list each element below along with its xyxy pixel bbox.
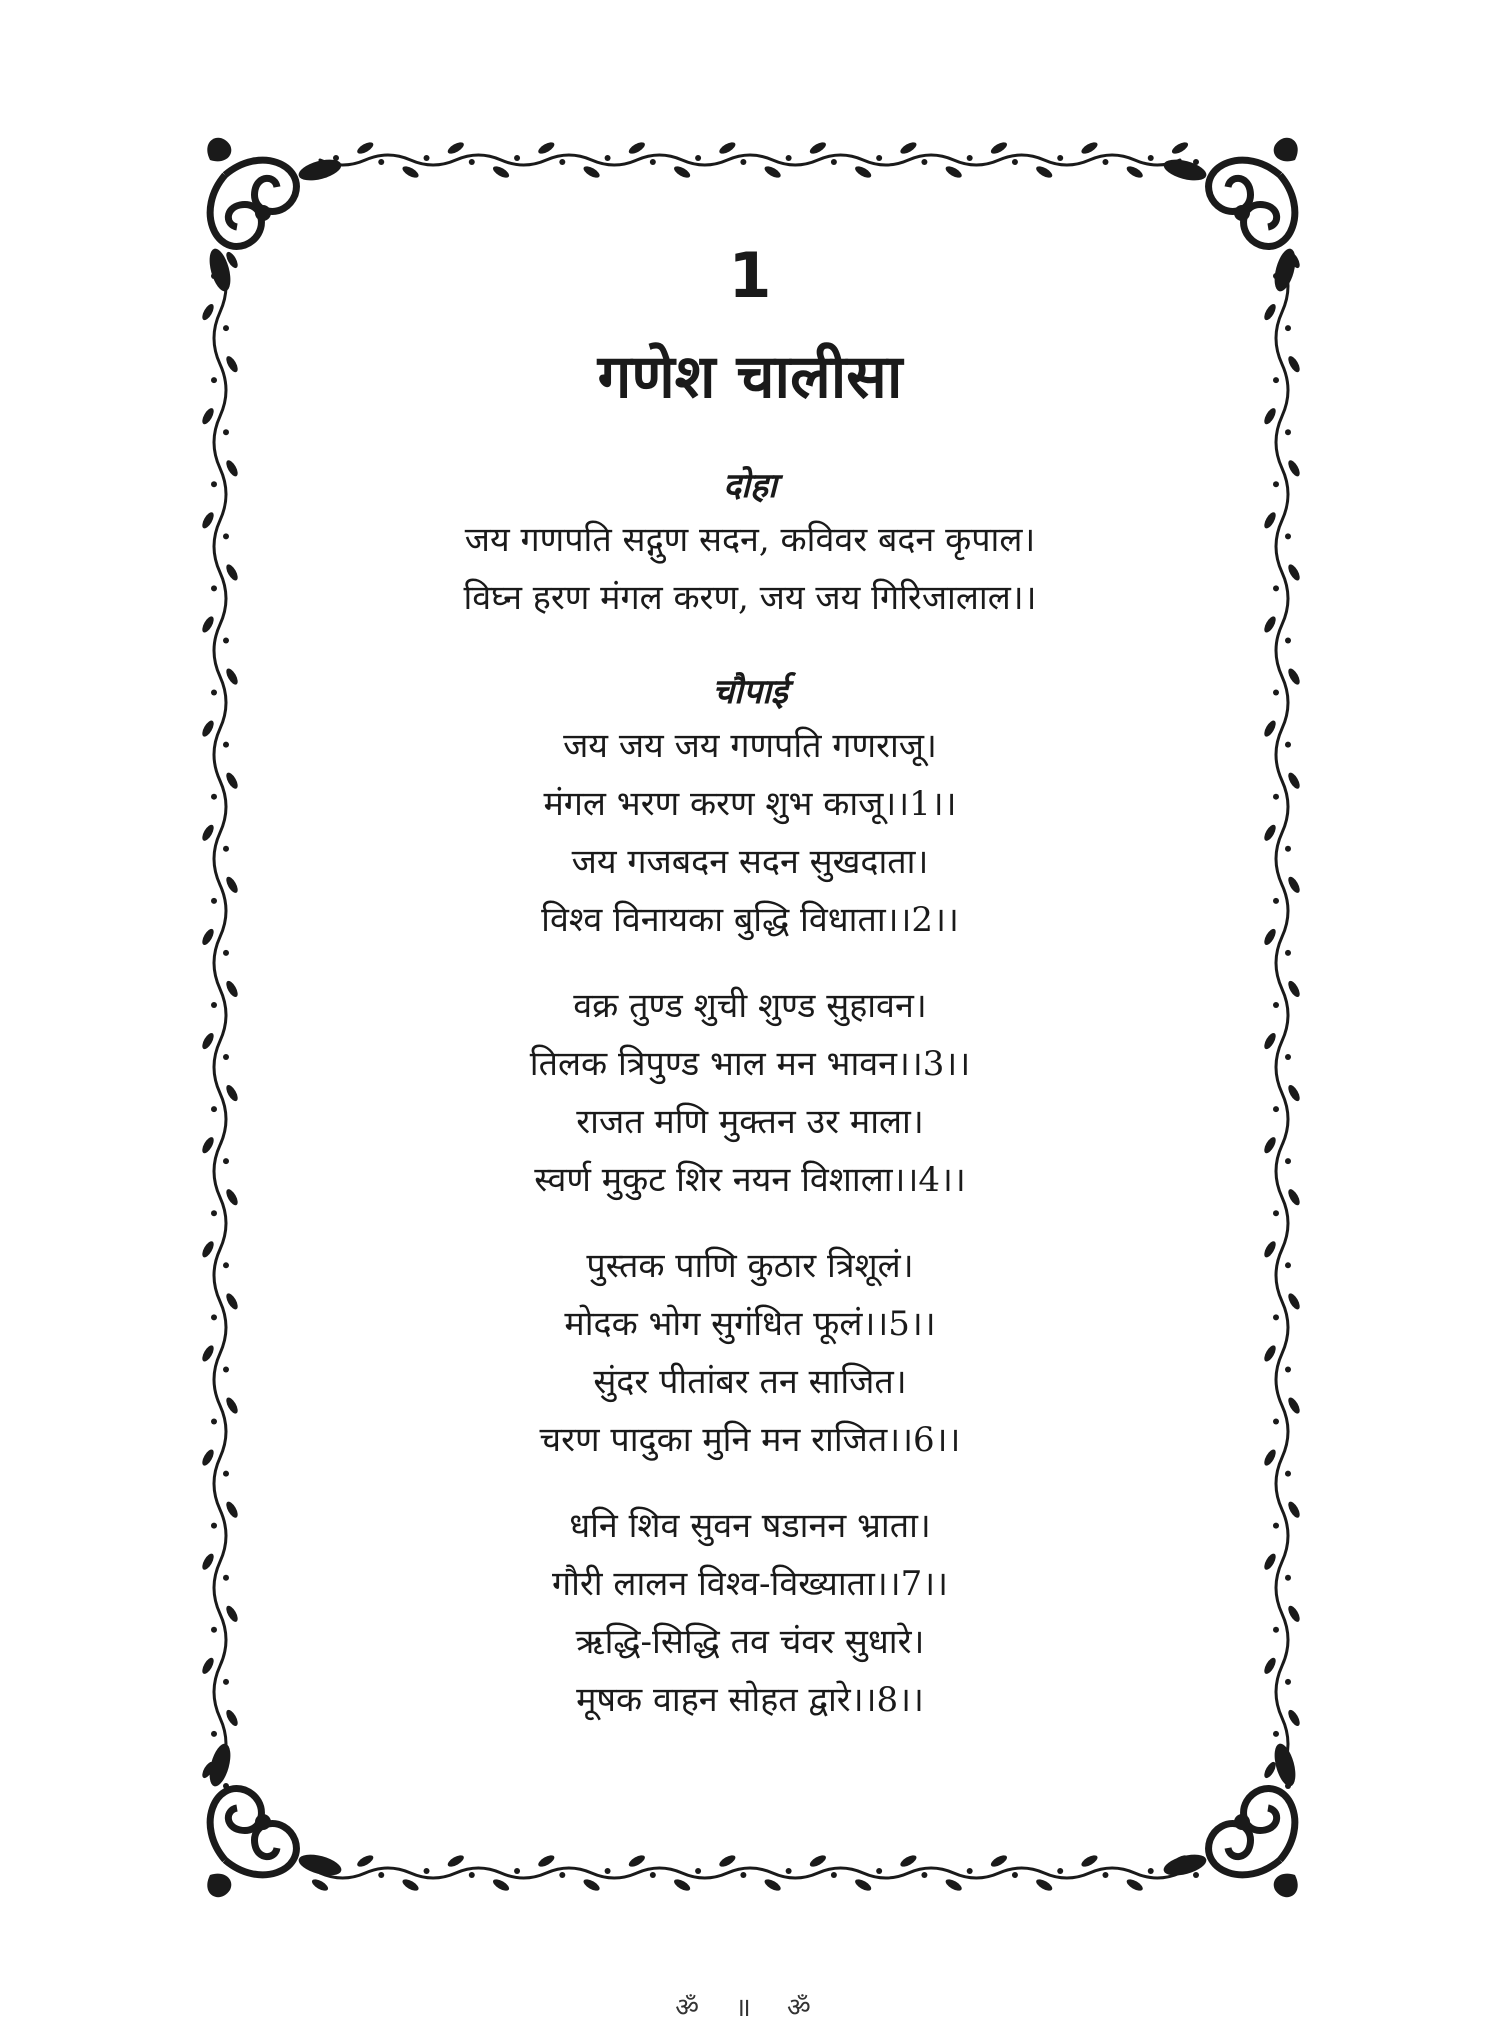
dot-ornament: [223, 1262, 229, 1268]
verse-line: राजत मणि मुक्तन उर माला।: [576, 1102, 924, 1142]
dot-ornament: [921, 159, 927, 165]
leaf-ornament: [1262, 302, 1278, 322]
dot-ornament: [921, 1872, 927, 1878]
leaf-ornament: [899, 1853, 919, 1869]
leaf-ornament: [224, 1708, 240, 1728]
leaf-ornament: [491, 1877, 511, 1893]
doha-verse: [300, 511, 1200, 627]
dot-ornament: [831, 1872, 837, 1878]
leaf-ornament: [582, 164, 602, 180]
dot-ornament: [223, 325, 229, 331]
dot-ornament: [1273, 1627, 1279, 1633]
leaf-ornament: [1286, 563, 1302, 583]
chaupai-heading: चौपाई: [712, 672, 788, 712]
leaf-ornament: [1262, 1344, 1278, 1364]
main-content: [300, 239, 1200, 1729]
leaf-ornament: [537, 1853, 557, 1869]
verse-line: जय जय जय गणपति गणराजू।: [563, 726, 937, 766]
doha-line: विघ्न हरण मंगल करण, जय जय गिरिजालाल।।: [463, 578, 1037, 618]
dot-ornament: [1285, 1158, 1291, 1164]
leaf-ornament: [1286, 458, 1302, 478]
dot-ornament: [223, 1158, 229, 1164]
leaf-ornament: [1262, 823, 1278, 843]
leaf-ornament: [763, 1877, 783, 1893]
dot-ornament: [514, 1868, 520, 1874]
dot-ornament: [967, 155, 973, 161]
leaf-ornament: [1286, 1292, 1302, 1312]
dot-ornament: [469, 1872, 475, 1878]
dot-ornament: [1273, 481, 1279, 487]
leaf-ornament: [1286, 979, 1302, 999]
chapter-title: गणेश चालीसा: [597, 342, 903, 412]
leaf-ornament: [718, 1853, 738, 1869]
leaf-ornament: [1262, 719, 1278, 739]
dot-ornament: [605, 1868, 611, 1874]
chaupai-verses: [300, 717, 1200, 1729]
leaf-ornament: [200, 406, 216, 426]
dot-ornament: [1012, 1872, 1018, 1878]
dot-ornament: [695, 1868, 701, 1874]
leaf-ornament: [627, 1853, 647, 1869]
leaf-ornament: [224, 563, 240, 583]
doha-line: जय गणपति सद्गुण सदन, कविवर बदन कृपाल।: [464, 520, 1036, 560]
leaf-ornament: [989, 140, 1009, 156]
dot-ornament: [514, 155, 520, 161]
dot-ornament: [211, 1314, 217, 1320]
leaf-ornament: [200, 823, 216, 843]
leaf-ornament: [310, 1877, 330, 1893]
leaf-ornament: [1125, 164, 1145, 180]
leaf-ornament: [1262, 1240, 1278, 1260]
dot-ornament: [223, 1471, 229, 1477]
verse-line: स्वर्ण मुकुट शिर नयन विशाला।।4।।: [534, 1160, 966, 1200]
dot-ornament: [211, 1523, 217, 1529]
leaf-ornament: [1080, 1853, 1100, 1869]
leaf-ornament: [1286, 771, 1302, 791]
dot-ornament: [559, 1872, 565, 1878]
leaf-ornament: [446, 140, 466, 156]
leaf-ornament: [224, 771, 240, 791]
dot-ornament: [223, 1575, 229, 1581]
leaf-ornament: [853, 164, 873, 180]
chaupai-stanza: [300, 1497, 1200, 1729]
dot-ornament: [1102, 1872, 1108, 1878]
leaf-ornament: [224, 979, 240, 999]
dot-ornament: [1273, 377, 1279, 383]
leaf-ornament: [200, 927, 216, 947]
leaf-ornament: [1286, 354, 1302, 374]
dot-ornament: [1273, 1523, 1279, 1529]
corner-ornament: [1161, 1741, 1299, 1897]
dot-ornament: [1285, 429, 1291, 435]
dot-ornament: [211, 898, 217, 904]
leaf-ornament: [1262, 615, 1278, 635]
vine-stroke: [320, 155, 1180, 165]
leaf-ornament: [200, 1344, 216, 1364]
dot-ornament: [650, 159, 656, 165]
dot-ornament: [1273, 1210, 1279, 1216]
leaf-ornament: [1262, 1552, 1278, 1572]
leaf-ornament: [1080, 140, 1100, 156]
page-folio-ornament: ॐ ॥ ॐ: [675, 1993, 825, 2023]
verse-line: ऋद्धि-सिद्धि तव चंवर सुधारे।: [575, 1622, 925, 1662]
dot-ornament: [876, 1868, 882, 1874]
leaf-ornament: [1286, 1708, 1302, 1728]
leaf-ornament: [200, 719, 216, 739]
verse-line: मूषक वाहन सोहत द्वारे।।8।।: [576, 1680, 924, 1720]
dot-ornament: [1273, 898, 1279, 904]
dot-ornament: [1285, 533, 1291, 539]
verse-line: चरण पादुका मुनि मन राजित।।6।।: [539, 1420, 961, 1460]
dot-ornament: [211, 1419, 217, 1425]
leaf-ornament: [582, 1877, 602, 1893]
dot-ornament: [1273, 585, 1279, 591]
chapter-number: 1: [728, 239, 772, 312]
verse-line: धनि शिव सुवन षडानन भ्राता।: [569, 1506, 931, 1546]
leaf-ornament: [200, 1031, 216, 1051]
leaf-ornament: [1262, 1135, 1278, 1155]
dot-ornament: [1102, 159, 1108, 165]
leaf-ornament: [1286, 1604, 1302, 1624]
leaf-ornament: [1262, 1656, 1278, 1676]
leaf-ornament: [224, 354, 240, 374]
dot-ornament: [223, 846, 229, 852]
leaf-ornament: [1286, 1187, 1302, 1207]
leaf-ornament: [853, 1877, 873, 1893]
leaf-ornament: [224, 458, 240, 478]
dot-ornament: [223, 429, 229, 435]
leaf-ornament: [446, 1853, 466, 1869]
dot-ornament: [1273, 1419, 1279, 1425]
dot-ornament: [211, 377, 217, 383]
leaf-ornament: [200, 1135, 216, 1155]
verse-line: मंगल भरण करण शुभ काजू।।1।।: [543, 784, 957, 824]
verse-line: गौरी लालन विश्व-विख्याता।।7।।: [551, 1564, 949, 1604]
leaf-ornament: [200, 302, 216, 322]
verse-line: मोदक भोग सुगंधित फूलं।।5।।: [564, 1304, 936, 1344]
leaf-ornament: [1034, 164, 1054, 180]
leaf-ornament: [627, 140, 647, 156]
corner-ornament: [206, 1741, 344, 1897]
leaf-ornament: [808, 140, 828, 156]
leaf-ornament: [200, 1552, 216, 1572]
dot-ornament: [786, 155, 792, 161]
dot-ornament: [1285, 1054, 1291, 1060]
leaf-ornament: [1286, 875, 1302, 895]
leaf-ornament: [401, 1877, 421, 1893]
leaf-ornament: [224, 1187, 240, 1207]
verse-line: वक्र तुण्ड शुची शुण्ड सुहावन।: [573, 986, 927, 1026]
dot-ornament: [211, 481, 217, 487]
leaf-ornament: [763, 164, 783, 180]
dot-ornament: [1285, 1366, 1291, 1372]
dot-ornament: [1057, 155, 1063, 161]
verse-line: सुंदर पीतांबर तन साजित।: [593, 1362, 907, 1402]
dot-ornament: [1148, 1868, 1154, 1874]
dot-ornament: [876, 155, 882, 161]
dot-ornament: [1285, 846, 1291, 852]
dot-ornament: [1285, 950, 1291, 956]
dot-ornament: [559, 159, 565, 165]
dot-ornament: [831, 159, 837, 165]
dot-ornament: [223, 533, 229, 539]
dot-ornament: [1285, 1262, 1291, 1268]
leaf-ornament: [224, 1083, 240, 1103]
leaf-ornament: [1262, 511, 1278, 531]
dot-ornament: [211, 1210, 217, 1216]
leaf-ornament: [944, 164, 964, 180]
dot-ornament: [469, 159, 475, 165]
dot-ornament: [1273, 794, 1279, 800]
dot-ornament: [1285, 1575, 1291, 1581]
leaf-ornament: [224, 875, 240, 895]
dot-ornament: [1285, 1679, 1291, 1685]
leaf-ornament: [672, 164, 692, 180]
dot-ornament: [1057, 1868, 1063, 1874]
dot-ornament: [223, 1679, 229, 1685]
leaf-ornament: [224, 667, 240, 687]
leaf-ornament: [1262, 1448, 1278, 1468]
dot-ornament: [786, 1868, 792, 1874]
dot-ornament: [1273, 690, 1279, 696]
leaf-ornament: [1125, 1877, 1145, 1893]
dot-ornament: [211, 1731, 217, 1737]
dot-ornament: [1285, 742, 1291, 748]
dot-ornament: [967, 1868, 973, 1874]
vine-stroke: [320, 1868, 1180, 1878]
doha-heading: दोहा: [723, 466, 777, 506]
chaupai-stanza: [300, 977, 1200, 1209]
dot-ornament: [211, 1627, 217, 1633]
leaf-ornament: [355, 1853, 375, 1869]
dot-ornament: [211, 1002, 217, 1008]
dot-ornament: [223, 1054, 229, 1060]
verse-line: तिलक त्रिपुण्ड भाल मन भावन।।3।।: [529, 1044, 971, 1084]
leaf-ornament: [224, 1396, 240, 1416]
dot-ornament: [211, 585, 217, 591]
dot-ornament: [378, 159, 384, 165]
leaf-ornament: [224, 1292, 240, 1312]
leaf-ornament: [491, 164, 511, 180]
dot-ornament: [424, 155, 430, 161]
dot-ornament: [740, 159, 746, 165]
dot-ornament: [223, 742, 229, 748]
leaf-ornament: [224, 1500, 240, 1520]
leaf-ornament: [1034, 1877, 1054, 1893]
leaf-ornament: [944, 1877, 964, 1893]
leaf-ornament: [200, 1448, 216, 1468]
leaf-ornament: [200, 511, 216, 531]
dot-ornament: [223, 637, 229, 643]
dot-ornament: [740, 1872, 746, 1878]
dot-ornament: [211, 690, 217, 696]
leaf-ornament: [718, 140, 738, 156]
dot-ornament: [695, 155, 701, 161]
leaf-ornament: [672, 1877, 692, 1893]
dot-ornament: [1285, 637, 1291, 643]
dot-ornament: [1193, 1872, 1199, 1878]
leaf-ornament: [200, 1656, 216, 1676]
leaf-ornament: [899, 140, 919, 156]
dot-ornament: [605, 155, 611, 161]
dot-ornament: [223, 950, 229, 956]
dot-ornament: [1273, 1106, 1279, 1112]
chaupai-stanza: [300, 717, 1200, 949]
leaf-ornament: [355, 140, 375, 156]
dot-ornament: [378, 1872, 384, 1878]
verse-line: जय गजबदन सदन सुखदाता।: [571, 842, 929, 882]
leaf-ornament: [1262, 927, 1278, 947]
dot-ornament: [1273, 1731, 1279, 1737]
dot-ornament: [1285, 1471, 1291, 1477]
leaf-ornament: [1170, 140, 1190, 156]
dot-ornament: [1273, 1314, 1279, 1320]
chaupai-stanza: [300, 1237, 1200, 1469]
leaf-ornament: [200, 1240, 216, 1260]
leaf-ornament: [989, 1853, 1009, 1869]
leaf-ornament: [224, 1604, 240, 1624]
leaf-ornament: [1286, 1396, 1302, 1416]
leaf-ornament: [401, 164, 421, 180]
dot-ornament: [1012, 159, 1018, 165]
dot-ornament: [1148, 155, 1154, 161]
verse-line: पुस्तक पाणि कुठार त्रिशूलं।: [586, 1246, 914, 1286]
dot-ornament: [223, 1366, 229, 1372]
leaf-ornament: [1286, 1083, 1302, 1103]
leaf-ornament: [808, 1853, 828, 1869]
dot-ornament: [1273, 1002, 1279, 1008]
leaf-ornament: [1286, 1500, 1302, 1520]
leaf-ornament: [1262, 406, 1278, 426]
leaf-ornament: [200, 615, 216, 635]
dot-ornament: [211, 794, 217, 800]
leaf-ornament: [1286, 667, 1302, 687]
dot-ornament: [650, 1872, 656, 1878]
dot-ornament: [424, 1868, 430, 1874]
verse-line: विश्व विनायका बुद्धि विधाता।।2।।: [541, 900, 959, 940]
leaf-ornament: [537, 140, 557, 156]
leaf-ornament: [1262, 1031, 1278, 1051]
dot-ornament: [1285, 325, 1291, 331]
dot-ornament: [211, 1106, 217, 1112]
